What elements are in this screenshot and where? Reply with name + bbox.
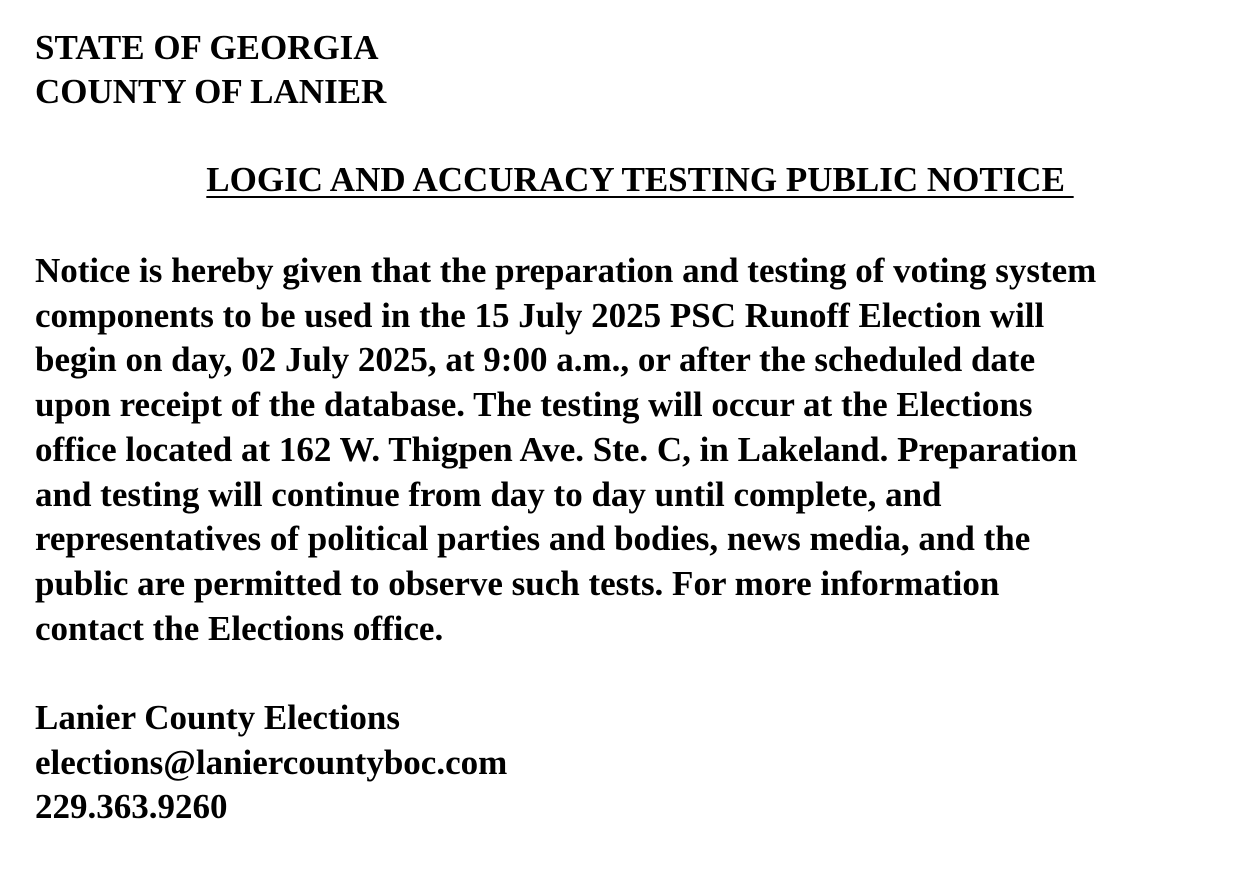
body-line: Notice is hereby given that the preparation and testing of voting system [35, 251, 1097, 290]
body-line: office located at 162 W. Thigpen Ave. Ste. C, in Lakeland. Preparation [35, 429, 1078, 469]
contact-email: elections@laniercountyboc.com [35, 742, 508, 782]
county-line: COUNTY OF LANIER [35, 72, 387, 111]
contact-phone: 229.363.9260 [35, 787, 228, 827]
body-line: begin on day, 02 July 2025, at 9:00 a.m., or after the scheduled date [35, 340, 1036, 380]
body-line: public are permitted to observe such tests. For more information [35, 563, 1000, 603]
body-line: representatives of political parties and bodies, news media, and the [35, 519, 1031, 559]
body-line: upon receipt of the database. The testing will occur at the Elections [35, 385, 1033, 425]
notice-body [35, 249, 1235, 651]
contact-organization: Lanier County Elections [35, 698, 400, 737]
contact-block [35, 696, 507, 830]
notice-title [0, 158, 1245, 202]
notice-title-text: LOGIC AND ACCURACY TESTING PUBLIC NOTICE [206, 160, 1074, 199]
state-line: STATE OF GEORGIA [35, 28, 379, 67]
body-line: components to be used in the 15 July 2025 PSC Runoff Election will [35, 295, 1045, 335]
body-line: and testing will continue from day to day until complete, and [35, 474, 942, 514]
jurisdiction-header [35, 26, 386, 114]
body-line: contact the Elections office. [35, 608, 444, 648]
